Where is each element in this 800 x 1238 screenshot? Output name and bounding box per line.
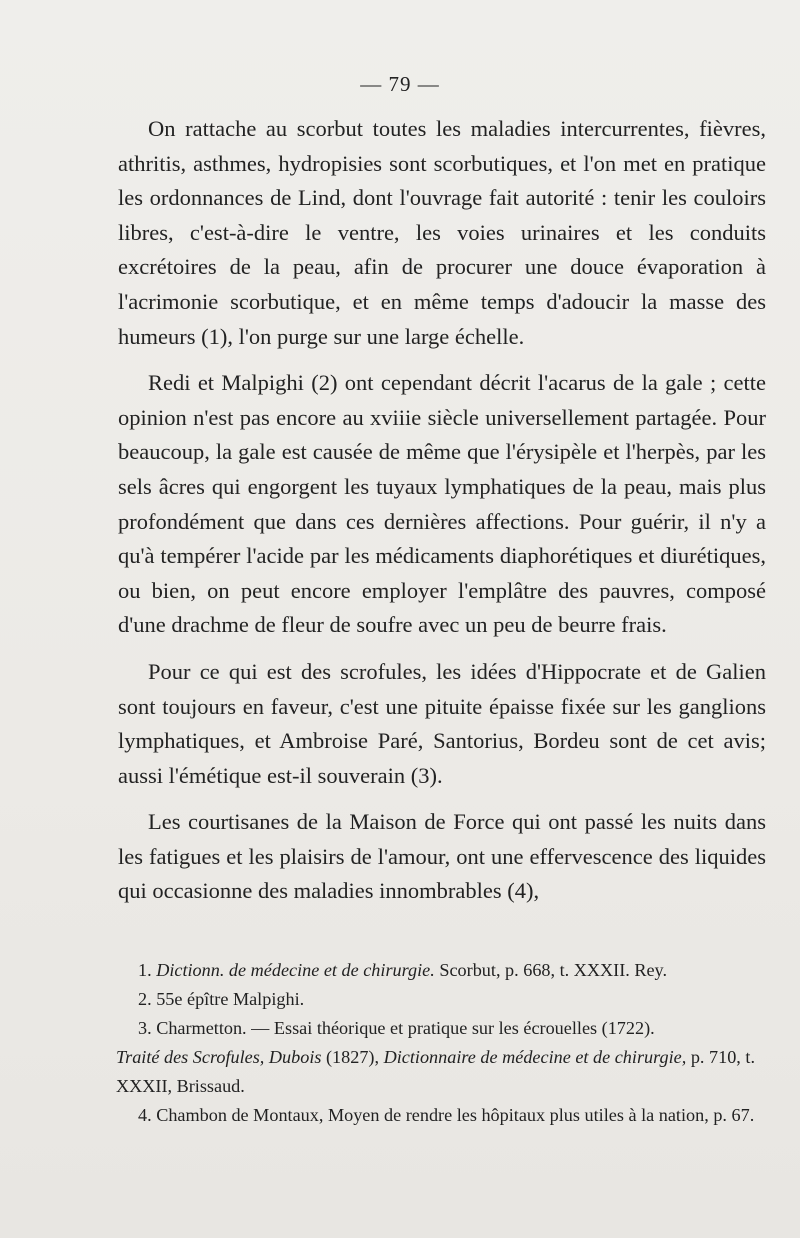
footnote-2 bbox=[138, 985, 774, 1014]
footnote-number: 1. bbox=[138, 960, 152, 980]
paragraph: Pour ce qui est des scrofules, les idées d'Hippocrate et de Galien sont toujours en faveur, c'est une pituite épaisse fixée sur les ganglions lymphatiques, et Ambroise Paré, Santorius, Bordeu sont de cet avis; aussi l'émétique est-il souverain (3). bbox=[118, 658, 766, 788]
footnote-3-continued bbox=[116, 1043, 774, 1101]
footnote-title: Traité des Scrofules, Dubois bbox=[116, 1047, 322, 1067]
footnote-text: Scorbut, p. 668, t. XXXII. Rey. bbox=[434, 960, 668, 980]
footnote-1 bbox=[138, 956, 774, 985]
paragraph: Redi et Malpighi (2) ont cependant décrit l'acarus de la gale ; cette opinion n'est pas encore au xviiie siècle universellement partagée. Pour beaucoup, la gale est causée de même que l'érysipèle et l'herpès, par les sels âcres qui engorgent les tuyaux lymphatiques de la peau, mais plus profondément que dans ces dernières affections. Pour guérir, il n'y a qu'à tempérer l'acide par les médicaments diaphorétiques et diurétiques, ou bien, on peut encore employer l'emplâtre des pauvres, composé d'une drachme de fleur de soufre avec un peu de beurre frais. bbox=[118, 370, 766, 638]
footnote-text: (1827), bbox=[321, 1047, 384, 1067]
page-number: — 79 — bbox=[360, 72, 440, 96]
footnote-text: Chambon de Montaux, Moyen de rendre les hôpitaux plus utiles à la nation, p. 67. bbox=[156, 1105, 755, 1125]
footnotes bbox=[116, 956, 774, 1130]
footnote-number: 3. bbox=[138, 1018, 152, 1038]
main-text bbox=[118, 112, 766, 909]
paragraph: On rattache au scorbut toutes les maladies intercurrentes, fièvres, athritis, asthmes, hydropisies sont scorbutiques, et l'on met en pratique les ordonnances de Lind, dont l'ouvrage fait autorité : tenir les couloirs libres, c'est-à-dire le ventre, les voies urinaires et les conduits excrétoires de la peau, afin de procurer une douce évaporation à l'acrimonie scorbutique, et en même temps d'adoucir la masse des humeurs (1), l'on purge sur une large échelle. bbox=[118, 116, 766, 349]
footnote-3 bbox=[138, 1014, 774, 1043]
footnote-text: Charmetton. — Essai théorique et pratique sur les écrouelles (1722). bbox=[156, 1018, 655, 1038]
footnote-title: Dictionnaire de médecine et de chirurgie, bbox=[383, 1047, 687, 1067]
footnote-text: p. 710, t. XXXII, Brissaud. bbox=[116, 1047, 755, 1096]
footnote-number: 4. bbox=[138, 1105, 152, 1125]
footnote-4 bbox=[138, 1101, 774, 1130]
paragraph: Les courtisanes de la Maison de Force qui ont passé les nuits dans les fatigues et les plaisirs de l'amour, ont une effervescence des liquides qui occasionne des maladies innombrables (4), bbox=[118, 809, 766, 904]
footnote-number: 2. bbox=[138, 989, 152, 1009]
footnote-text: 55e épître Malpighi. bbox=[156, 989, 305, 1009]
footnote-title: Dictionn. de médecine et de chirurgie. bbox=[156, 960, 435, 980]
